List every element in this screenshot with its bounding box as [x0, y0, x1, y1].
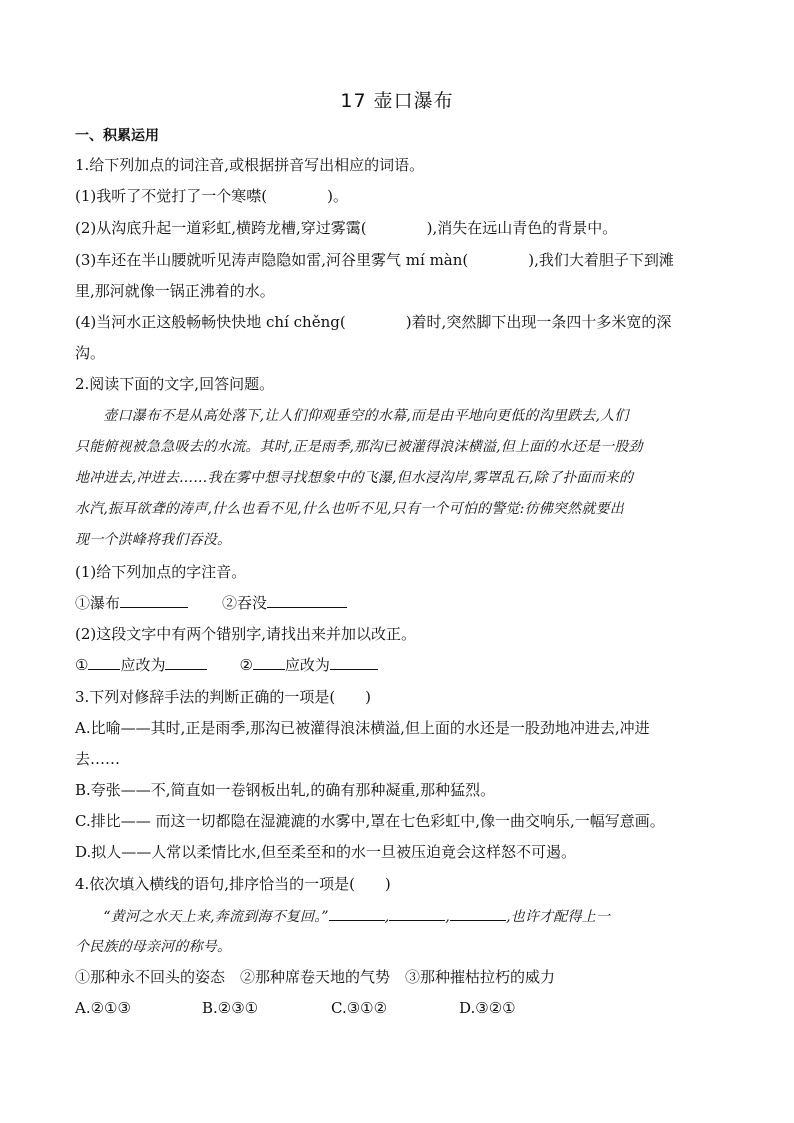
- choice-d[interactable]: D.③②①: [459, 999, 516, 1017]
- q2-stem: 2.阅读下面的文字,回答问题。: [75, 375, 275, 393]
- q1-item-3: (3)车还在半山腰就听见涛声隐隐如雷,河谷里雾气 mí màn( ),我们大着胆子下到滩: [75, 251, 674, 269]
- passage-line: 水汽,振耳欲聋的涛声,什么也看不见,什么也听不见,只有一个可怕的警觉:彷佛突然就要出: [75, 501, 624, 517]
- passage-line: 只能俯视被急急吸去的水流。其时,正是雨季,那沟已被灌得浪沫横溢,但上面的水还是一股劲: [75, 439, 643, 455]
- q1-item-4: (4)当河水正这般畅畅快快地 chí chěng( )着时,突然脚下出现一条四十多米宽的深: [75, 313, 672, 331]
- option-label: ②吞没: [222, 594, 268, 612]
- q4-choices: [75, 998, 725, 1018]
- q1-item-4-cont: 沟。: [75, 344, 106, 362]
- answer-blank[interactable]: [330, 655, 378, 670]
- q1-item-3-cont: 里,那河就像一锅正沸着的水。: [75, 282, 275, 300]
- choice-a[interactable]: A.②①③: [75, 999, 131, 1017]
- answer-blank[interactable]: [253, 655, 285, 670]
- q1-item-2: (2)从沟底升起一道彩虹,横跨龙槽,穿过雾霭( ),消失在远山青色的背景中。: [75, 219, 618, 237]
- passage-text: “黄河之水天上来,奔流到海不复回。”: [75, 909, 329, 925]
- answer-blank[interactable]: [88, 655, 120, 670]
- passage-line: 地冲进去,冲进去……我在雾中想寻找想象中的飞瀑,但水浸沟岸,雾罩乱石,除了扑面而来的: [75, 470, 634, 486]
- q2-sub-2: (2)这段文字中有两个错别字,请找出来并加以改正。: [75, 625, 417, 643]
- section-heading: 一、积累运用: [75, 128, 159, 144]
- choice-c[interactable]: C.③①②: [331, 999, 388, 1017]
- option-label: ①瀑布: [75, 594, 121, 612]
- answer-blank[interactable]: [267, 593, 347, 608]
- answer-blank[interactable]: [120, 593, 188, 608]
- q4-stem: 4.依次填入横线的语句,排序恰当的一项是( ): [75, 875, 391, 893]
- answer-blank[interactable]: [450, 906, 506, 921]
- page-title: 17 壶口瀑布: [340, 90, 454, 112]
- q1-item-1: (1)我听了不觉打了一个寒噤( )。: [75, 187, 348, 205]
- option-label: 应改为: [284, 656, 330, 674]
- option-label: ②: [239, 656, 253, 674]
- q4-passage-cont: 个民族的母亲河的称号。: [75, 939, 232, 955]
- passage-line: 壶口瀑布不是从高处落下,让人们仰观垂空的水幕,而是由平地向更低的沟里跌去,人们: [75, 408, 629, 424]
- q2-sub-2-answers: [75, 655, 725, 675]
- passage-line: 现一个洪峰将我们吞没。: [75, 532, 232, 548]
- q4-statements: ①那种永不回头的姿态 ②那种席卷天地的气势 ③那种摧枯拉朽的威力: [75, 968, 556, 986]
- answer-blank[interactable]: [389, 906, 445, 921]
- option-label: 应改为: [120, 656, 166, 674]
- q3-option-b: B.夸张——不,简直如一卷钢板出轧,的确有那种凝重,那种猛烈。: [75, 781, 496, 799]
- q3-option-a: A.比喻——其时,正是雨季,那沟已被灌得浪沫横溢,但上面的水还是一股劲地冲进去,冲进: [75, 719, 650, 737]
- option-label: ①: [75, 656, 89, 674]
- q3-option-d: D.拟人——人常以柔情比水,但至柔至和的水一旦被压迫竟会这样怒不可遏。: [75, 843, 577, 861]
- q3-option-a-cont: 去……: [75, 750, 121, 768]
- q2-sub-1-answers: [75, 593, 725, 613]
- passage-text: ,也许才配得上一: [506, 909, 611, 925]
- answer-blank[interactable]: [165, 655, 207, 670]
- q3-option-c: C.排比—— 而这一切都隐在湿漉漉的水雾中,罩在七色彩虹中,像一曲交响乐,一幅写意画。: [75, 812, 665, 830]
- q3-stem: 3.下列对修辞手法的判断正确的一项是( ): [75, 688, 372, 706]
- q4-passage: “黄河之水天上来,奔流到海不复回。” , , ,也许才配得上一: [75, 906, 725, 927]
- q2-sub-1: (1)给下列加点的字注音。: [75, 563, 247, 581]
- q1-stem: 1.给下列加点的词注音,或根据拼音写出相应的词语。: [75, 156, 425, 174]
- answer-blank[interactable]: [329, 906, 385, 921]
- choice-b[interactable]: B.②③①: [202, 999, 259, 1017]
